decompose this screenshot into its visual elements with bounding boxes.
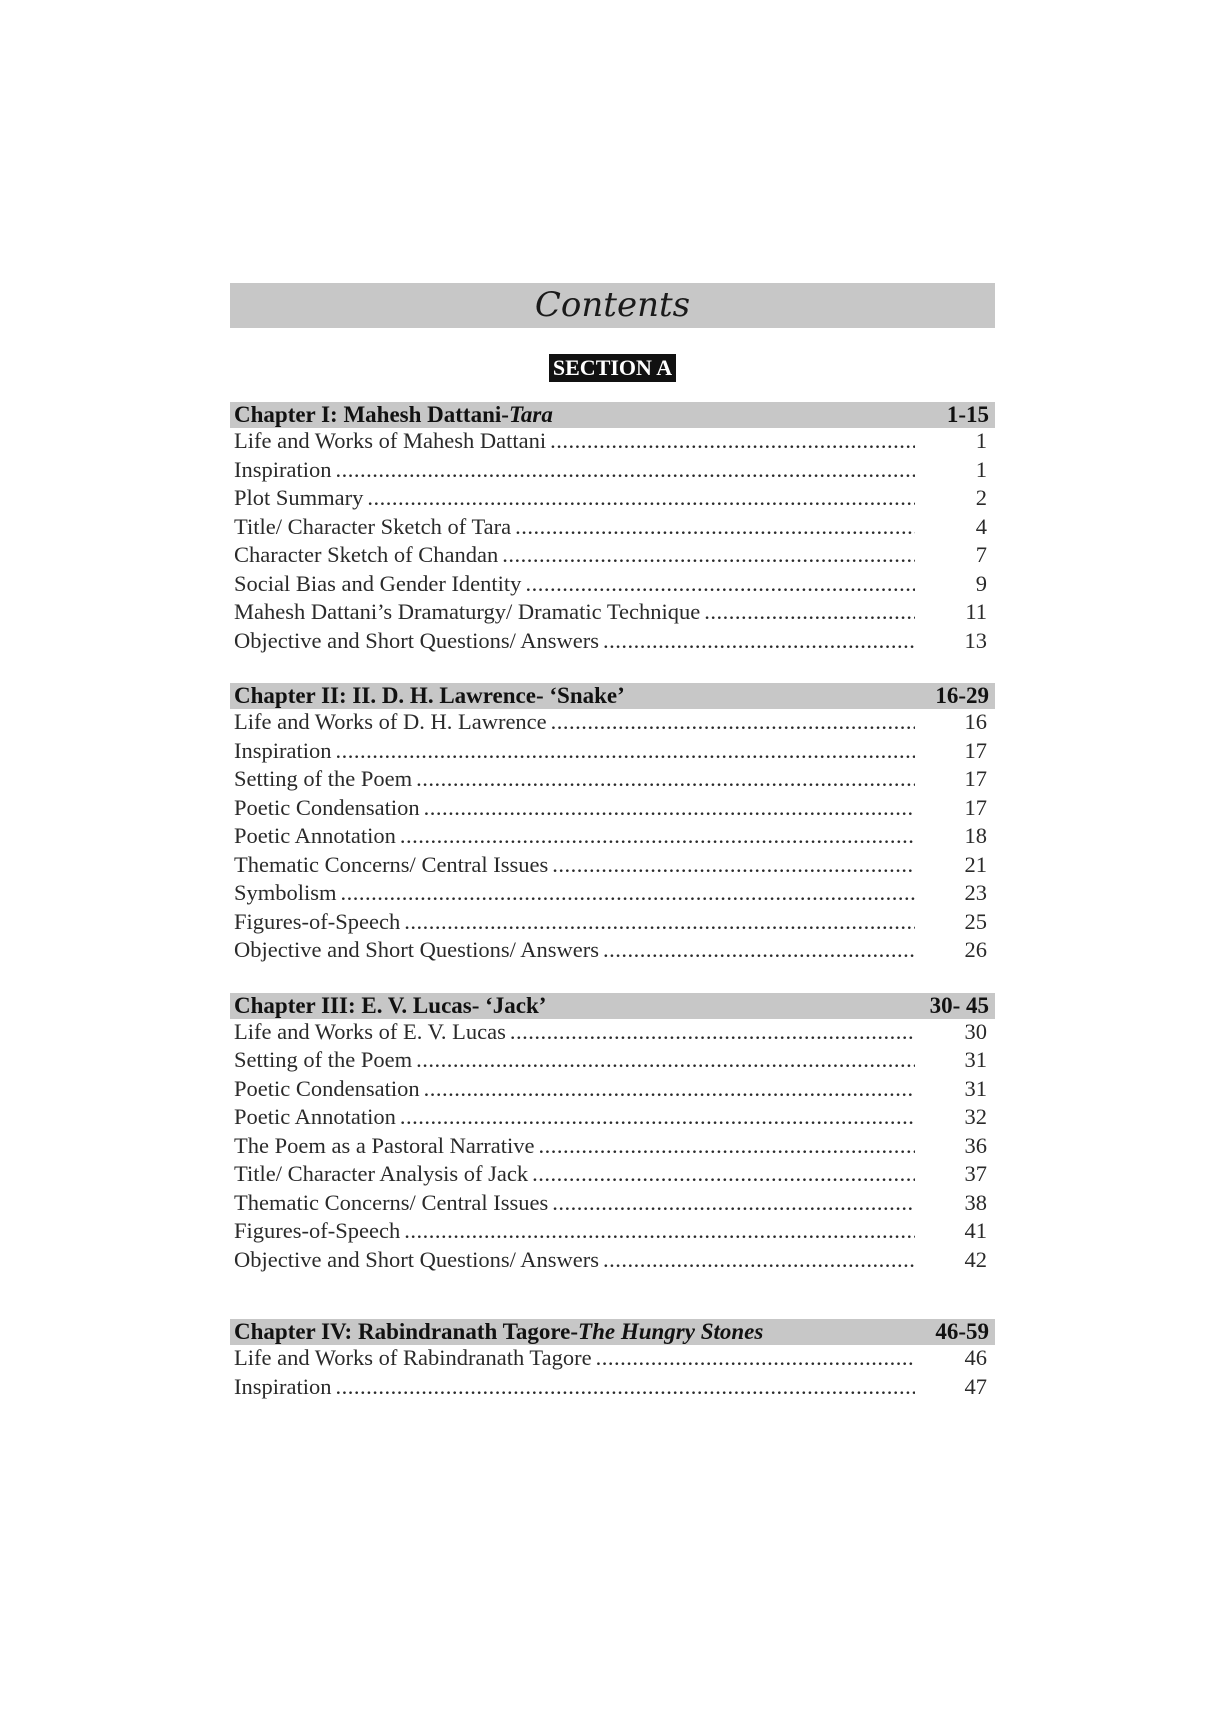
- toc-entry-page: 17: [964, 766, 987, 791]
- dot-leader: [552, 852, 915, 878]
- toc-entry[interactable]: [230, 428, 995, 457]
- toc-entry-label: Setting of the Poem: [234, 766, 413, 791]
- dot-leader: [603, 1247, 915, 1273]
- toc-entry-label: Inspiration: [234, 456, 332, 482]
- toc-entry[interactable]: [230, 1076, 995, 1105]
- toc-entry[interactable]: [230, 1190, 995, 1219]
- dot-leader: [416, 766, 915, 792]
- dot-leader: [404, 1218, 915, 1244]
- toc-entry-page: 7: [975, 542, 987, 567]
- page-title: Contents: [230, 283, 995, 328]
- toc-entry[interactable]: [230, 571, 995, 600]
- dot-leader: [424, 795, 915, 821]
- dot-leader: [539, 1133, 915, 1159]
- toc-entry-page: 4: [975, 513, 987, 539]
- dot-leader: [367, 485, 915, 511]
- toc-entry-page: 25: [964, 908, 987, 934]
- chapter-3: [230, 993, 995, 1276]
- toc-entry-label: Mahesh Dattani’s Dramaturgy/ Dramatic Technique: [234, 599, 701, 624]
- toc-entry-label: Social Bias and Gender Identity: [234, 570, 522, 596]
- dot-leader: [335, 738, 915, 764]
- toc-entry[interactable]: [230, 852, 995, 881]
- toc-entry-page: 41: [964, 1218, 987, 1243]
- chapter-4: [230, 1319, 995, 1402]
- toc-entry-page: 1: [975, 428, 987, 453]
- toc-entry-page: 37: [964, 1161, 987, 1186]
- toc-entry-label: The Poem as a Pastoral Narrative: [234, 1132, 535, 1158]
- chapter-title: Chapter II: II. D. H. Lawrence- ‘Snake’: [234, 683, 625, 708]
- toc-entry-label: Life and Works of Rabindranath Tagore: [234, 1345, 592, 1370]
- toc-entry-label: Inspiration: [234, 1373, 332, 1399]
- dot-leader: [404, 909, 915, 935]
- toc-entry-label: Objective and Short Questions/ Answers: [234, 937, 599, 962]
- dot-leader: [502, 542, 915, 568]
- toc-entry-page: 9: [975, 570, 987, 596]
- toc-entry-label: Thematic Concerns/ Central Issues: [234, 851, 549, 877]
- toc-entry-page: 32: [964, 1104, 987, 1129]
- toc-entry-page: 17: [964, 794, 987, 820]
- toc-entry-label: Figures-of-Speech: [234, 908, 401, 934]
- toc-entry[interactable]: [230, 1374, 995, 1403]
- dot-leader: [335, 1374, 915, 1400]
- toc-entry-label: Poetic Annotation: [234, 823, 396, 848]
- toc-entry-label: Life and Works of E. V. Lucas: [234, 1018, 506, 1044]
- toc-entry-label: Character Sketch of Chandan: [234, 542, 499, 567]
- section-heading-wrap: [230, 354, 995, 402]
- toc-entry-page: 17: [964, 737, 987, 763]
- dot-leader: [551, 709, 915, 735]
- toc-entry-page: 1: [975, 456, 987, 482]
- toc-entry-page: 13: [964, 627, 987, 653]
- toc-entry[interactable]: [230, 599, 995, 628]
- chapter-header[interactable]: [230, 1319, 995, 1345]
- toc-entry[interactable]: [230, 1218, 995, 1247]
- dot-leader: [416, 1047, 915, 1073]
- toc-entry-label: Objective and Short Questions/ Answers: [234, 1246, 599, 1272]
- toc-entry-label: Poetic Condensation: [234, 1075, 420, 1101]
- toc-entry-label: Plot Summary: [234, 485, 364, 510]
- dot-leader: [510, 1019, 915, 1045]
- toc-entry-page: 23: [964, 880, 987, 905]
- chapter-title: Chapter IV: Rabindranath Tagore-The Hungry Stones: [234, 1319, 764, 1344]
- toc-entry[interactable]: [230, 823, 995, 852]
- dot-leader: [552, 1190, 915, 1216]
- toc-entry-page: 16: [964, 709, 987, 734]
- toc-entry-label: Poetic Condensation: [234, 794, 420, 820]
- chapter-header[interactable]: [230, 683, 995, 709]
- chapter-page-range: 1-15: [946, 402, 989, 427]
- toc-entry-page: 31: [964, 1047, 987, 1072]
- toc-entry-label: Thematic Concerns/ Central Issues: [234, 1189, 549, 1215]
- toc-entry[interactable]: [230, 514, 995, 543]
- chapter-2: [230, 683, 995, 966]
- toc-entry[interactable]: [230, 709, 995, 738]
- dot-leader: [550, 428, 915, 454]
- toc-entry[interactable]: [230, 909, 995, 938]
- toc-entry-label: Poetic Annotation: [234, 1104, 396, 1129]
- toc-entry[interactable]: [230, 1019, 995, 1048]
- dot-leader: [704, 599, 915, 625]
- toc-entry[interactable]: [230, 766, 995, 795]
- chapter-title: Chapter III: E. V. Lucas- ‘Jack’: [234, 992, 547, 1018]
- toc-entry-page: 46: [964, 1345, 987, 1370]
- chapter-page-range: 16-29: [935, 683, 989, 708]
- toc-entry-label: Title/ Character Analysis of Jack: [234, 1161, 529, 1186]
- toc-entry-page: 18: [964, 823, 987, 848]
- toc-entry-label: Symbolism: [234, 880, 337, 905]
- dot-leader: [400, 1104, 915, 1130]
- toc-entry-page: 42: [964, 1246, 987, 1272]
- toc-entry[interactable]: [230, 1345, 995, 1374]
- toc-entry[interactable]: [230, 880, 995, 909]
- dot-leader: [532, 1161, 915, 1187]
- toc-entry-page: 2: [975, 485, 987, 510]
- toc-entry[interactable]: [230, 457, 995, 486]
- chapter-header[interactable]: [230, 402, 995, 428]
- toc-entry-page: 31: [964, 1075, 987, 1101]
- toc-entry-page: 21: [964, 851, 987, 877]
- toc-entry-label: Life and Works of Mahesh Dattani: [234, 428, 547, 453]
- dot-leader: [603, 937, 915, 963]
- toc-entry[interactable]: [230, 1047, 995, 1076]
- dot-leader: [400, 823, 915, 849]
- chapter-page-range: 46-59: [935, 1319, 989, 1344]
- chapter-page-range: 30- 45: [929, 992, 989, 1018]
- toc-entry[interactable]: [230, 1104, 995, 1133]
- dot-leader: [424, 1076, 915, 1102]
- dot-leader: [596, 1345, 915, 1371]
- chapter-title: Chapter I: Mahesh Dattani-Tara: [234, 402, 553, 427]
- dot-leader: [603, 628, 915, 654]
- toc-entry[interactable]: [230, 485, 995, 514]
- contents-page: [230, 283, 995, 1402]
- toc-entry-label: Setting of the Poem: [234, 1047, 413, 1072]
- dot-leader: [525, 571, 915, 597]
- toc-entry-page: 36: [964, 1132, 987, 1158]
- dot-leader: [341, 880, 915, 906]
- chapter-header[interactable]: [230, 993, 995, 1019]
- toc-entry[interactable]: [230, 1133, 995, 1162]
- toc-entry-page: 38: [964, 1189, 987, 1215]
- toc-entry[interactable]: [230, 937, 995, 966]
- toc-entry-label: Inspiration: [234, 737, 332, 763]
- toc-entry[interactable]: [230, 1161, 995, 1190]
- dot-leader: [515, 514, 915, 540]
- toc-entry-page: 30: [964, 1018, 987, 1044]
- toc-entry-label: Figures-of-Speech: [234, 1218, 401, 1243]
- toc-entry[interactable]: [230, 628, 995, 657]
- toc-entry-page: 26: [964, 937, 987, 962]
- toc-entry[interactable]: [230, 1247, 995, 1276]
- toc-entry-page: 47: [964, 1373, 987, 1399]
- toc-entry-label: Title/ Character Sketch of Tara: [234, 513, 512, 539]
- toc-entry-label: Objective and Short Questions/ Answers: [234, 627, 599, 653]
- toc-entry[interactable]: [230, 738, 995, 767]
- dot-leader: [335, 457, 915, 483]
- section-label: SECTION A: [549, 354, 676, 382]
- toc-entry-page: 11: [965, 599, 987, 624]
- toc-entry[interactable]: [230, 795, 995, 824]
- chapter-1: [230, 402, 995, 656]
- toc-entry-label: Life and Works of D. H. Lawrence: [234, 709, 547, 734]
- toc-entry[interactable]: [230, 542, 995, 571]
